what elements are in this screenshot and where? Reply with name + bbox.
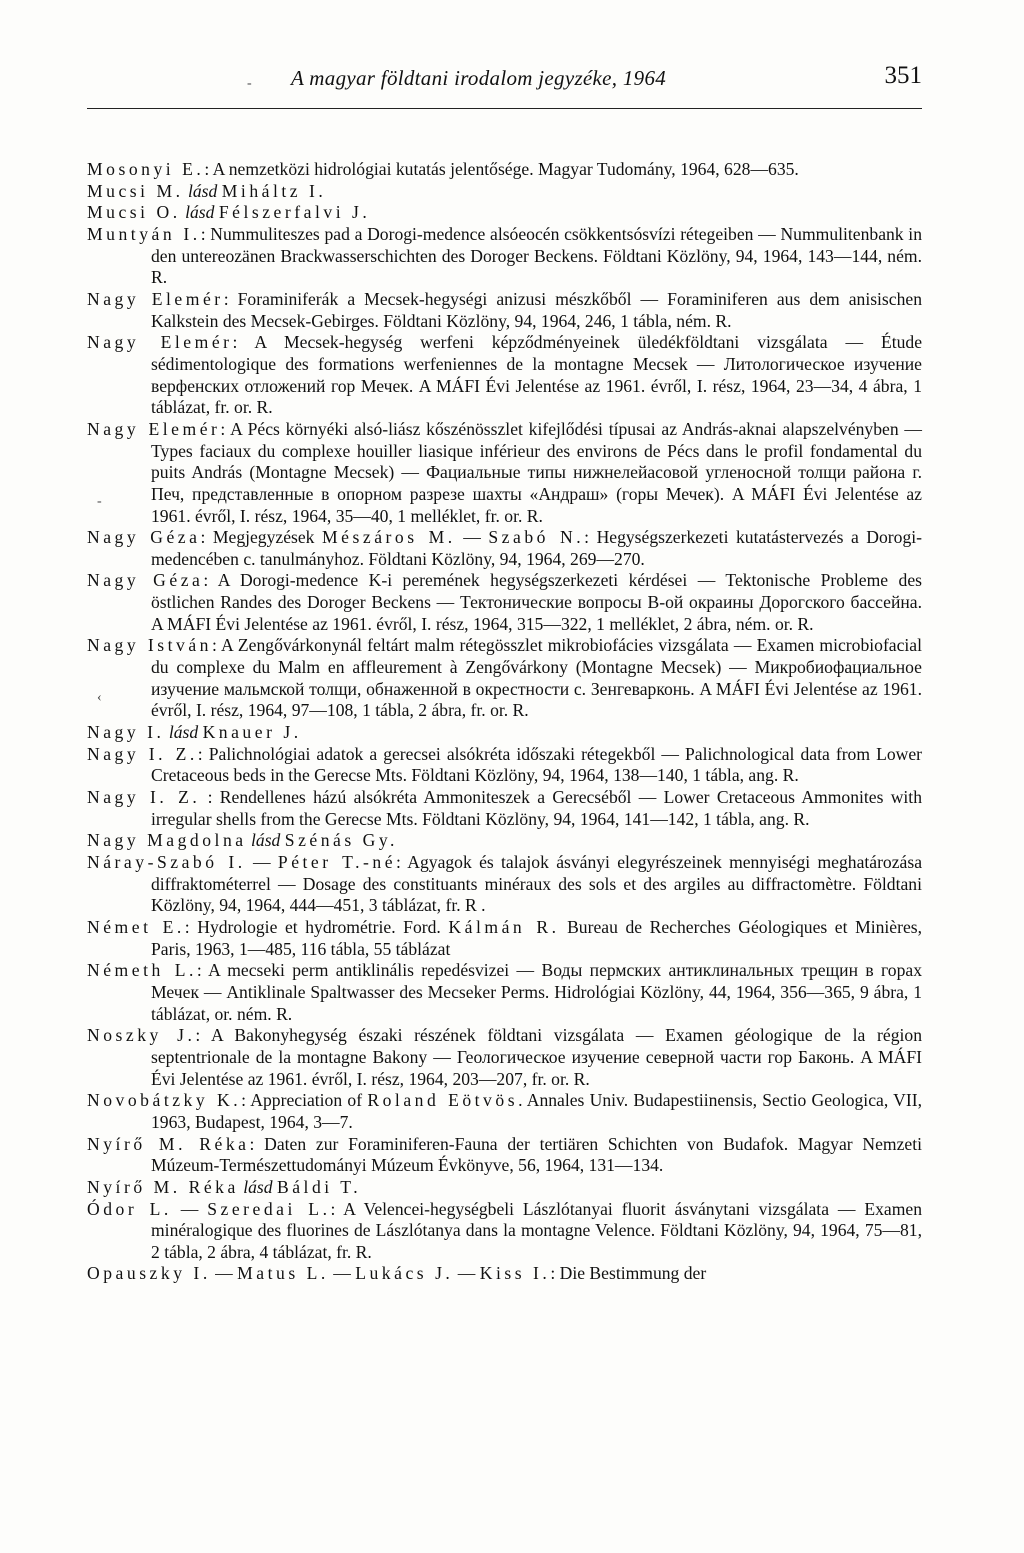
bibliography-entry [87,960,922,1025]
entry-author: Ódor L. [87,1198,172,1219]
entry-text-tail: . Annales Univ. Budapestiinensis, Sectio Geologica, VII, 1963, Budapest, 1964, 3—7. [151,1090,922,1132]
bibliography-entry [87,1199,922,1264]
bibliography-entry [87,852,922,917]
entry-text: : A nemzetközi hidrológiai kutatás jelentősége. Magyar Tudomány, 1964, 628—635. [204,159,799,179]
separator: — [171,1198,208,1219]
coauthor: Roland Eötvös [367,1090,519,1111]
bibliography-entry [87,570,922,635]
entry-text: : Foraminiferák a Mecsek-hegységi anizusi mészkőből — Foraminiferen aus dem anisischen Kalkstein des Mecsek-Gebirges. Földtani Közlöny, 94, 1964, 246, 1 tábla, ném. R. [151,288,922,331]
entry-author: Muntyán I. [87,223,201,244]
entry-author: Nagy I. Z. [87,743,198,764]
bibliography-entry [87,1177,922,1199]
entry-text: : Palichnológiai adatok a gerecsei alsókréta időszaki rétegekből — Palichnological data from Lower Cretaceous beds in the Gerecse Mts. Földtani Közlöny, 94, 1964, 138—140, 1 tábla, ang. R. [151,743,922,786]
entry-text: : A Pécs környéki alsó-liász kőszénösszlet kifejlődési típusai az András-aknai alapszelvényben — Types faciaux du complexe houiller liasique inférieur des environs de Pécs dans le profil fondamental du puits András (Montagne Mecsek) — Фациальные типы нижнелейасовой угленосной толщи района г. Печ, представленные в опорном разрезе шахты «Андраш» (горы Мечек). A MÁFI Évi Jelentése az 1961. évről, I. rész, 1964, 35—40, 1 melléklet, fr. or. R. [151,418,922,526]
entry-text: : Die Bestimmung der [550,1263,707,1284]
bibliography-entry [87,744,922,787]
coauthor: Kálmán R. [448,916,560,937]
see-reference: lásd [168,722,199,743]
entry-author: Nagy Elemér [87,418,221,439]
entry-author: Nagy Elemér [87,288,224,309]
bibliography-entry [87,202,922,224]
entry-author: Nyírő M. Réka [87,1176,239,1197]
entry-author: Novobátzky K. [87,1090,242,1111]
entry-author: Opauszky I. [87,1263,211,1284]
entry-author: Nagy Géza [87,570,204,591]
bibliography-entry [87,830,922,852]
bibliography-entry [87,787,922,830]
entry-text: : Daten zur Foraminiferen-Fauna der tertiären Schichten von Budafok. Magyar Nemzeti Múzeum-Természettudományi Múzeum Évkönyve, 56, 1964, 131—134. [151,1133,922,1176]
entry-author: Noszky J. [87,1025,196,1046]
bibliography-entry [87,917,922,960]
separator: — [245,852,278,872]
bibliography-entry [87,159,922,181]
coauthor: Lukács J. [355,1263,454,1284]
separator: — [210,1263,238,1284]
running-title: A magyar földtani irodalom jegyzéke, 1964 [291,66,667,90]
entry-author: Német E. [87,916,185,937]
page-number: 351 [884,62,922,89]
see-reference: lásd [251,830,281,851]
referenced-author: Szénás Gy. [284,830,398,851]
bibliography-list [87,159,922,1285]
entry-author: Náray-Szabó I. [87,852,246,872]
entry-author: Németh L. [87,960,197,981]
coauthor: Kiss I. [479,1263,551,1284]
entry-text: : A Mecsek-hegység werfeni képződményeinek üledékföldtani vizsgálata — Étude sédimentologique des formations werfeniennes de la montagne Mecsek — Литологическое изучение верфенских отложений гор Мечек. A MÁFI Évi Jelentése az 1961. évről, I. rész, 1964, 23—34, 4 ábra, 1 táblázat, fr. or. R. [151,332,923,418]
entry-text: : Megjegyzések [200,527,322,548]
separator: — [453,1263,480,1284]
referenced-author: Miháltz I. [221,180,327,201]
bibliography-entry [87,181,922,203]
coauthor: Szabó N. [488,527,585,548]
bibliography-entry [87,1134,922,1177]
referenced-author: Báldi T. [276,1176,362,1197]
entry-author: Nagy Magdolna [87,830,247,851]
referenced-author: Knauer J. [202,722,302,743]
bibliography-entry [87,332,922,419]
see-reference: lásd [185,202,215,223]
separator: — [455,527,489,548]
coauthor: Mészáros M. [322,527,456,548]
bibliography-entry [87,289,922,332]
entry-text-tail: : Hegységszerkezeti kutatástervezés a Dorogi-medencében c. tanulmányhoz. Földtani Közlöny, 94, 1964, 269—270. [151,527,922,569]
coauthor: Matus L. [237,1263,329,1284]
coauthor: Szeredai L. [207,1198,331,1219]
print-speck: ‹ [97,690,102,705]
print-speck: - [247,76,252,91]
entry-text: : Agyagok és talajok ásványi elegyrészeinek mennyiségi meghatározása diffraktométerrel — Dosage des constituants minéraux des sols et des argiles au diffractomètre. Földtani Közlöny, 94, 1964, 444—451, 3 táblázat, fr. R . [151,852,923,916]
entry-text: : A Bakonyhegység északi részének földtani vizsgálata — Examen géologique de la région septentrionale de la montagne Bakony — Геологическое изучение северной части гор Баконь. A MÁFI Évi Jelentése az 1961. évről, I. rész, 1964, 203—207, fr. or. R. [151,1025,922,1089]
see-reference: lásd [188,180,218,201]
entry-text: : Hydrologie et hydrométrie. Ford. [184,916,449,937]
bibliography-entry [87,722,922,744]
entry-author: Nagy István [87,635,212,656]
coauthor: Péter T.-né [277,852,397,872]
entry-author: Nagy I. [87,722,165,743]
entry-author: Nyírő M. Réka [87,1133,250,1154]
entry-author: Mosonyi E. [87,159,205,179]
separator: — [328,1263,356,1284]
entry-author: Nagy Géza [87,527,201,548]
referenced-author: Félszerfalvi J. [218,202,371,223]
entry-text: : Appreciation of [241,1090,368,1111]
entry-author: Mucsi O. [87,202,181,223]
bibliography-entry [87,1025,922,1090]
entry-text: : A mecseki perm antiklinális repedésvizei — Воды пермских антиклинальных трещин в горах Мечек — Antiklinale Spaltwasser des Mecseker Perms. Hidrológiai Közlöny, 44, 1964, 356—365, 9 ábra, 1 táblázat, or. ném. R. [151,960,922,1024]
entry-author: Nagy Elemér [87,332,233,353]
bibliography-entry [87,419,922,527]
header-divider [87,108,922,109]
entry-text: : A Velencei-hegységbeli Lászlótanyai fluorit ásványtani vizsgálata — Examen minéralogique des fluorines de Lászlótanya dans la montagne Velence. Földtani Közlöny, 94, 1964, 75—81, 2 tábla, 2 ábra, 4 táblázat, fr. R. [151,1198,922,1262]
entry-text: : Rendellenes házú alsókréta Ammoniteszek a Gerecséből — Lower Cretaceous Ammonites with irregular shells from the Gerecse Mts. Földtani Közlöny, 94, 1964, 141—142, 1 tábla, ang. R. [151,787,922,829]
entry-text-tail: Bureau de Recherches Géologiques et Minières, Paris, 1963, 1—485, 116 tábla, 55 táblázat [151,916,923,959]
entry-text: : A Zengővárkonynál feltárt malm rétegösszlet mikrobiofácies vizsgálata — Examen microbiofacial du complexe du Malm en affleurement à Zengővárkony (Montagne Mecsek) — Микробиофациальное изучение мальмской толщи, обнаженной в окрестности с. Зенгеварконь. A MÁFI Évi Jelentése az 1961. évről, I. rész, 1964, 97—108, 1 tábla, 2 ábra, fr. or. R. [151,635,922,721]
bibliography-entry [87,527,922,570]
entry-text: : A Dorogi-medence K-i peremének hegységszerkezeti kérdései — Tektonische Probleme des östlichen Randes des Doroger Beckens — Тектонические вопросы В-ой окраины Дорогского бассейна. A MÁFI Évi Jelentése az 1961. évről, I. rész, 1964, 315—322, 1 melléklet, 2 ábra, ném. or. R. [151,570,922,634]
see-reference: lásd [243,1176,273,1197]
bibliography-entry [87,635,922,722]
entry-author: Mucsi M. [87,180,184,201]
bibliography-entry [87,224,922,289]
entry-text: : Nummuliteszes pad a Dorogi-medence alsóeocén csökkentsósvízi rétegeiben — Nummulitenbank in den untereozänen Brackwasserschichten des Doroger Beckens. Földtani Közlöny, 94, 1964, 143—144, ném. R. [151,223,922,288]
bibliography-entry [87,1263,922,1285]
page-header [87,62,922,112]
print-speck: - [97,494,102,509]
entry-author: Nagy I. Z. [87,787,201,808]
bibliography-entry [87,1090,922,1133]
